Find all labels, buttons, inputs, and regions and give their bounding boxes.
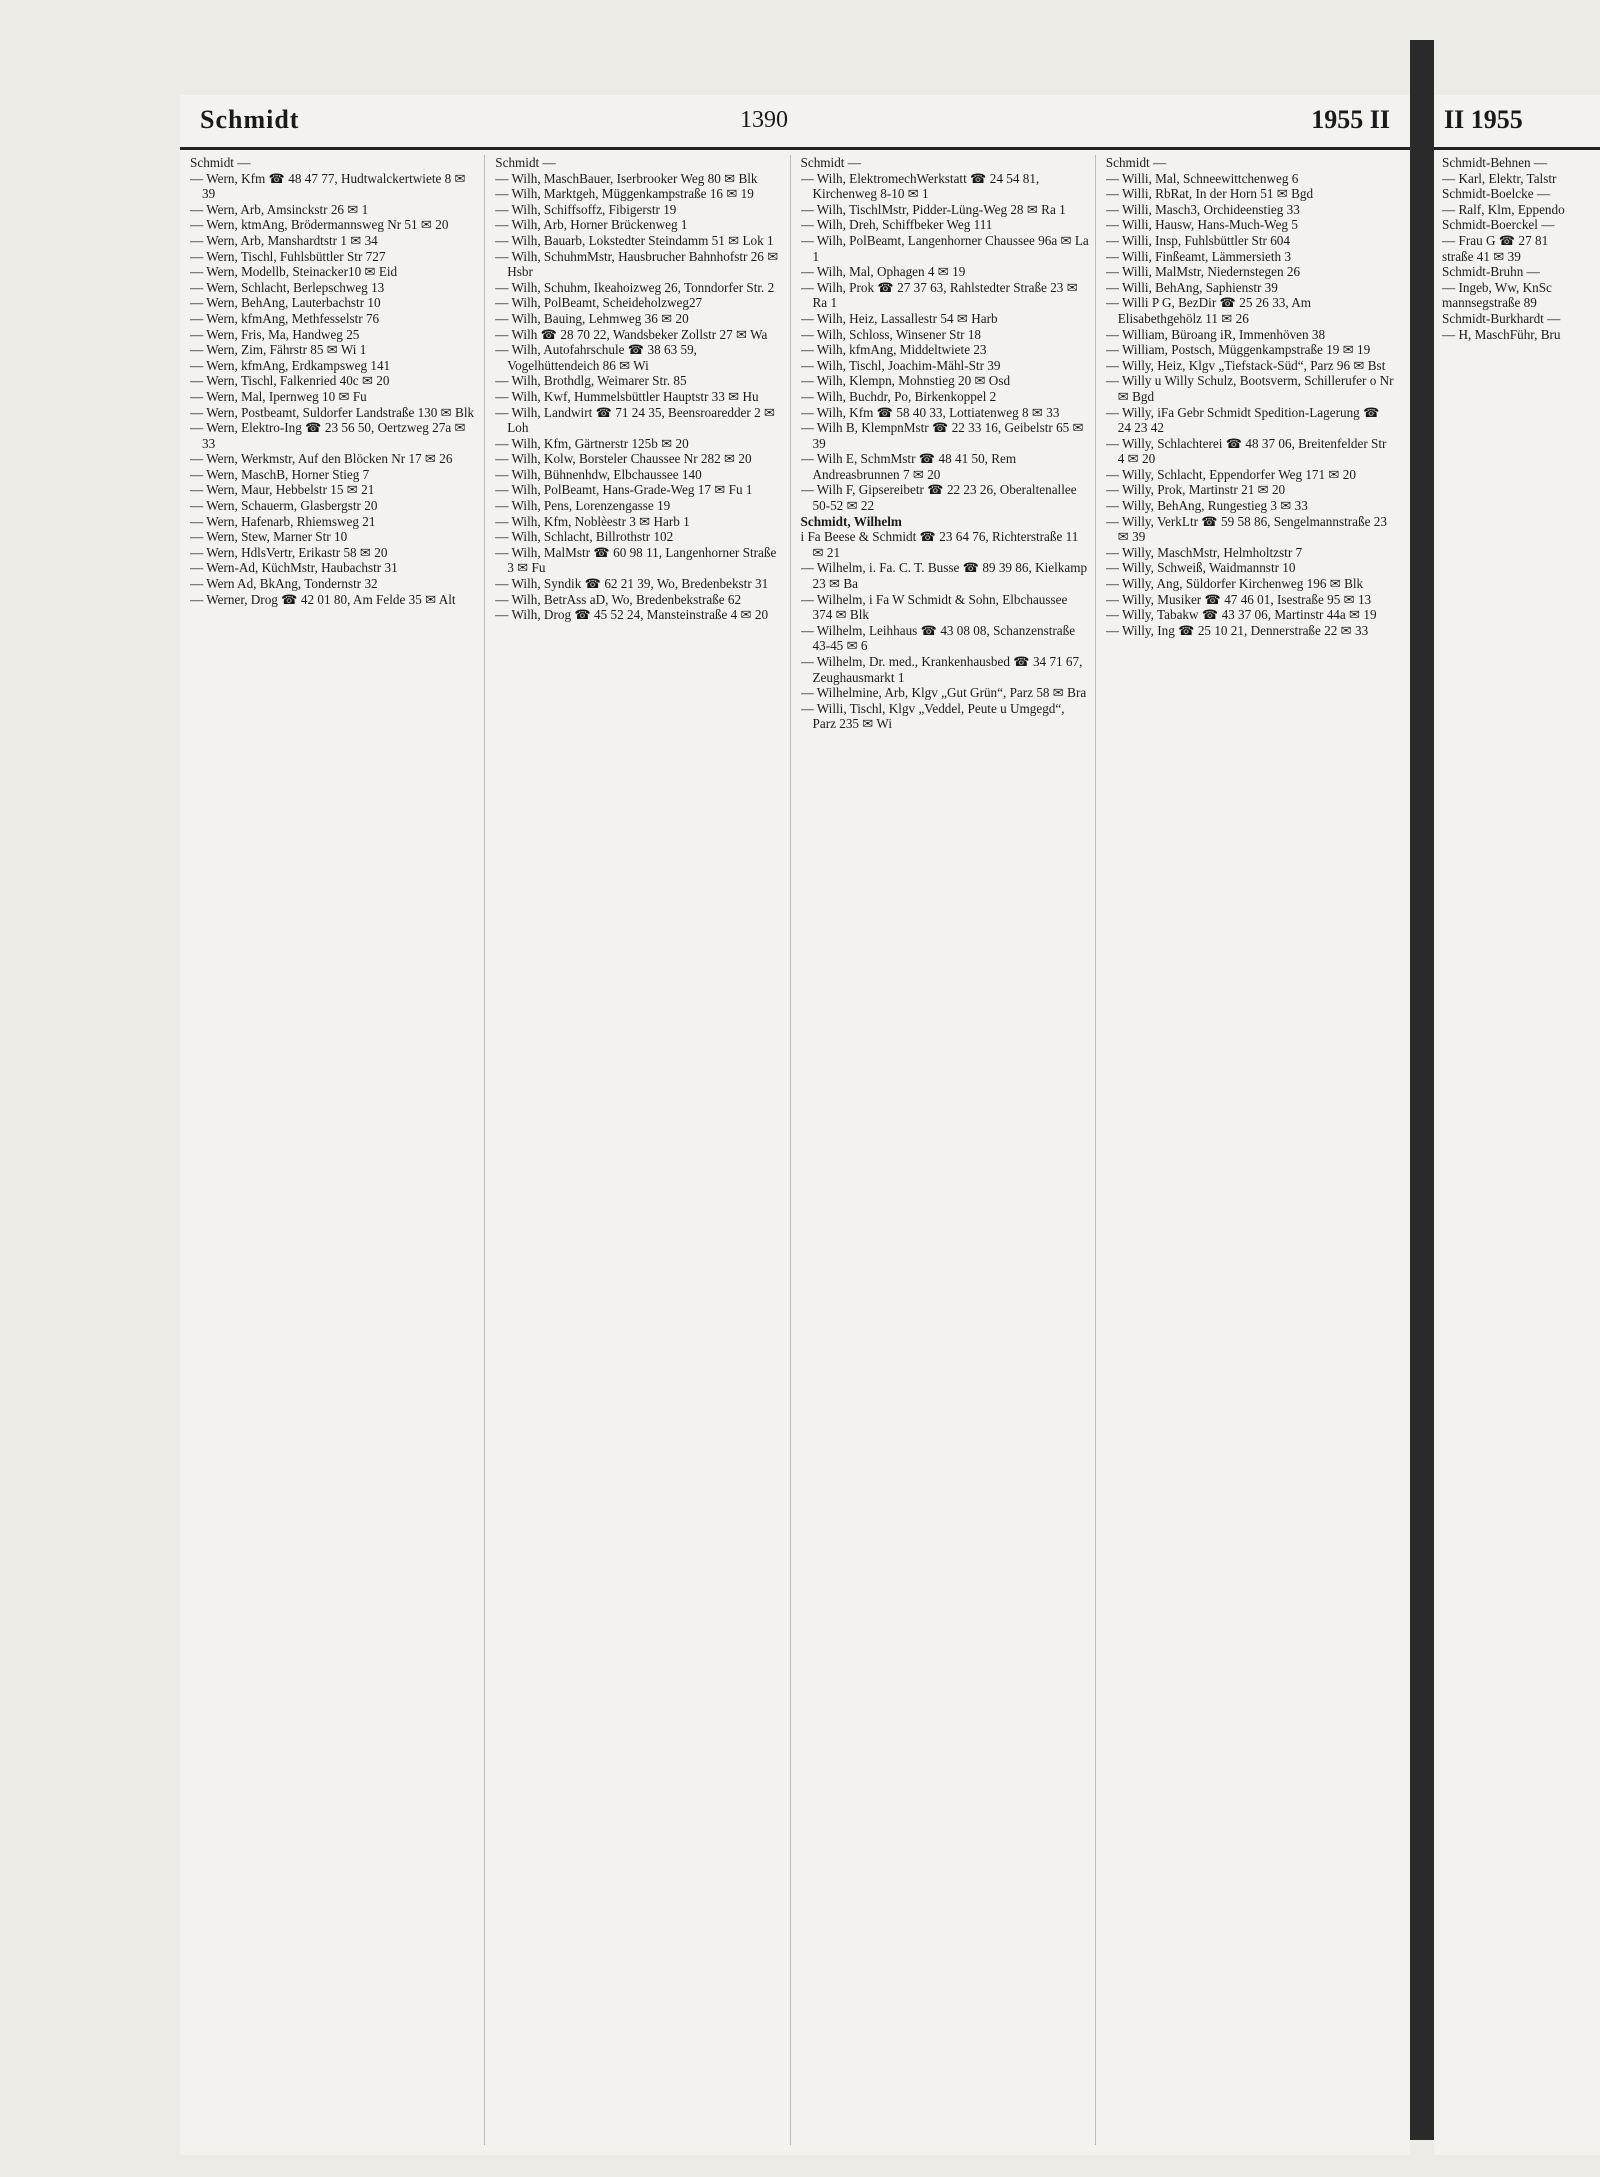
directory-entry: — Wern, Mal, Ipernweg 10 ✉ Fu: [190, 388, 367, 404]
directory-entry: — Willy, Tabakw ☎ 43 37 06, Martinstr 44a ✉ 19: [1105, 607, 1377, 623]
column-heading: Schmidt —: [1105, 155, 1167, 170]
directory-entry: — Wern-Ad, KüchMstr, Haubachstr 31: [190, 560, 398, 576]
directory-entry: — Wilh, Brothdlg, Weimarer Str. 85: [495, 373, 687, 389]
directory-entry: — Wilh B, KlempnMstr ☎ 22 33 16, Geibelstr 65 ✉ 39: [800, 420, 1084, 451]
directory-entry: — Willy, Ang, Süldorfer Kirchenweg 196 ✉ Blk: [1105, 576, 1364, 592]
directory-entry: — Wern, Schauerm, Glasbergstr 20: [190, 498, 378, 514]
directory-entry: — Wilhelm, Dr. med., Krankenhausbed ☎ 34 71 67, Zeughausmarkt 1: [800, 654, 1083, 685]
page-number: 1390: [740, 107, 788, 133]
directory-entry: — Willy, MaschMstr, Helmholtzstr 7: [1105, 544, 1303, 560]
header-surname: Schmidt: [200, 105, 300, 134]
directory-entry: — Wilh, SchuhmMstr, Hausbrucher Bahnhofstr 26 ✉ Hsbr: [495, 248, 779, 280]
directory-entry: — Willy, Schweiß, Waidmannstr 10: [1105, 560, 1296, 576]
directory-entry: — Wilh, Drog ☎ 45 52 24, Mansteinstraße 4 ✉ 20: [495, 607, 769, 623]
directory-entry: — Wern, Schlacht, Berlepschweg 13: [190, 279, 385, 295]
directory-entry: — Wilh, Kolw, Borsteler Chaussee Nr 282 ✉ 20: [495, 451, 752, 467]
directory-entry: — Wern, Maur, Hebbelstr 15 ✉ 21: [190, 482, 375, 498]
directory-entry: — Wilh, Bühnenhdw, Elbchaussee 140: [495, 466, 702, 482]
directory-page: [180, 95, 1410, 2155]
column-heading: Schmidt —: [190, 155, 251, 170]
directory-entry: — Wilh, Bauarb, Lokstedter Steindamm 51 ✉ Lok 1: [495, 232, 774, 248]
directory-entry: i Fa Beese & Schmidt ☎ 23 64 76, Richterstraße 11 ✉ 21: [800, 529, 1079, 560]
directory-entry: — Wilh, Autofahrschule ☎ 38 63 59, Vogelhüttendeich 86 ✉ Wi: [495, 342, 697, 373]
directory-entry: — Wern, Elektro-Ing ☎ 23 56 50, Oertzweg 27a ✉ 33: [190, 420, 466, 451]
directory-entry: — Wilh, Prok ☎ 27 37 63, Rahlstedter Straße 23 ✉ Ra 1: [800, 279, 1078, 311]
directory-entry: — Wern, Postbeamt, Suldorfer Landstraße 130 ✉ Blk: [190, 404, 475, 420]
directory-entry: — Willy, Schlacht, Eppendorfer Weg 171 ✉ 20: [1105, 466, 1356, 482]
directory-entry: — Willi, MalMstr, Niedernstegen 26: [1105, 264, 1301, 280]
facing-page-column: [1442, 155, 1600, 342]
facing-entry: Schmidt-Boerckel —: [1442, 217, 1555, 233]
directory-entry: — Wilh, PolBeamt, Langenhorner Chaussee 96a ✉ La 1: [800, 232, 1089, 264]
facing-entry: mannsegstraße 89: [1442, 295, 1537, 311]
directory-entry: — Wern, Kfm ☎ 48 47 77, Hudtwalckertwiete 8 ✉ 39: [190, 170, 466, 202]
directory-entry: — Willi, Finßeamt, Lämmersieth 3: [1105, 248, 1292, 264]
directory-entry: — Wilh, Buchdr, Po, Birkenkoppel 2: [800, 388, 997, 404]
directory-entry: — Wern, Modellb, Steinacker10 ✉ Eid: [190, 264, 398, 280]
directory-entry: — Willi, Masch3, Orchideenstieg 33: [1105, 201, 1300, 217]
directory-entry: — Wern, Stew, Marner Str 10: [190, 529, 348, 545]
directory-entry: — Wilh, Kfm, Noblèestr 3 ✉ Harb 1: [495, 513, 690, 529]
directory-entry: — Werner, Drog ☎ 42 01 80, Am Felde 35 ✉ Alt: [190, 591, 456, 607]
directory-entry: — Wilh, kfmAng, Middeltwiete 23: [800, 342, 987, 358]
facing-entry: — Karl, Elektr, Talstr: [1442, 170, 1557, 186]
directory-entry: — Willy, Ing ☎ 25 10 21, Dennerstraße 22 ✉ 33: [1105, 622, 1369, 638]
facing-entry: straße 41 ✉ 39: [1442, 248, 1521, 264]
directory-entry: — Wilh, Schiffsoffz, Fibigerstr 19: [495, 201, 677, 217]
directory-entry: — Wern, MaschB, Horner Stieg 7: [190, 466, 370, 482]
facing-entry: Schmidt-Behnen —: [1442, 155, 1548, 170]
directory-entry: — Wilh, BetrAss aD, Wo, Bredenbekstraße 62: [495, 591, 742, 607]
directory-entry: — Wilh, Schlacht, Billrothstr 102: [495, 529, 674, 545]
directory-entry: — Wern, ktmAng, Brödermannsweg Nr 51 ✉ 20: [190, 217, 449, 233]
directory-entry: — Wern, Zim, Fährstr 85 ✉ Wi 1: [190, 342, 367, 358]
directory-entry: — Wilh, Bauing, Lehmweg 36 ✉ 20: [495, 310, 689, 326]
directory-entry: — Willi, Insp, Fuhlsbüttler Str 604: [1105, 232, 1290, 248]
directory-entry: — Wilh, ElektromechWerkstatt ☎ 24 54 81, Kirchenweg 8-10 ✉ 1: [800, 170, 1040, 202]
directory-entry: — Wilh, Marktgeh, Müggenkampstraße 16 ✉ 19: [495, 186, 754, 202]
facing-page-rule: [1434, 147, 1600, 150]
directory-entry: — Wilh, Kfm ☎ 58 40 33, Lottiatenweg 8 ✉ 33: [800, 404, 1060, 420]
directory-entry: — Wern Ad, BkAng, Tondernstr 32: [190, 576, 378, 592]
directory-entry: — Wilhelm, i. Fa. C. T. Busse ☎ 89 39 86, Kielkamp 23 ✉ Ba: [800, 560, 1088, 592]
directory-entry: — Wilh, Kwf, Hummelsbüttler Hauptstr 33 ✉ Hu: [495, 388, 759, 404]
directory-entry: — Willy, BehAng, Rungestieg 3 ✉ 33: [1105, 498, 1308, 514]
facing-entry: — Ralf, Klm, Eppendo: [1442, 201, 1565, 217]
column-heading: Schmidt —: [495, 155, 556, 170]
directory-entry: — Willi, Hausw, Hans-Much-Weg 5: [1105, 217, 1298, 233]
directory-entry: — Wilh, Heiz, Lassallestr 54 ✉ Harb: [800, 310, 998, 326]
directory-entry: — Wern, Tischl, Fuhlsbüttler Str 727: [190, 248, 386, 264]
directory-entry: — Willy, Heiz, Klgv „Tiefstack-Süd“, Parz 96 ✉ Bst: [1105, 357, 1386, 373]
directory-entry: — Wilh, MaschBauer, Iserbrooker Weg 80 ✉ Blk: [495, 170, 758, 186]
facing-entry: Schmidt-Burkhardt —: [1442, 310, 1561, 326]
directory-entry: — Wilh F, Gipsereibetr ☎ 22 23 26, Oberaltenallee 50-52 ✉ 22: [800, 482, 1077, 514]
book-spine: [1410, 40, 1434, 2140]
facing-entry: — Ingeb, Ww, KnSc: [1442, 279, 1552, 295]
directory-entry: — Willy, Musiker ☎ 47 46 01, Isestraße 95 ✉ 13: [1105, 591, 1372, 607]
directory-entry: — Wilh, Dreh, Schiffbeker Weg 111: [800, 217, 993, 233]
directory-entry: — Wilh, Klempn, Mohnstieg 20 ✉ Osd: [800, 373, 1011, 389]
directory-entry: — Wilh, Pens, Lorenzengasse 19: [495, 498, 671, 514]
facing-page-header: II 1955: [1444, 105, 1523, 134]
directory-entry: — Wilh, Kfm, Gärtnerstr 125b ✉ 20: [495, 435, 689, 451]
directory-entry: — Wilhelm, i Fa W Schmidt & Sohn, Elbchaussee 374 ✉ Blk: [800, 591, 1068, 623]
directory-entry: — William, Postsch, Müggenkampstraße 19 ✉ 19: [1105, 342, 1371, 358]
directory-entry: — Wilhelmine, Arb, Klgv „Gut Grün“, Parz 58 ✉ Bra: [800, 685, 1087, 701]
directory-entry: — Wilh, Mal, Ophagen 4 ✉ 19: [800, 264, 966, 280]
directory-entry: — Wilh E, SchmMstr ☎ 48 41 50, Rem Andreasbrunnen 7 ✉ 20: [800, 451, 1017, 482]
directory-entry: Schmidt, Wilhelm: [800, 513, 902, 529]
directory-entry: — Wilh, PolBeamt, Hans-Grade-Weg 17 ✉ Fu 1: [495, 482, 753, 498]
directory-entry: — Wilh ☎ 28 70 22, Wandsbeker Zollstr 27 ✉ Wa: [495, 326, 768, 342]
facing-entry: — H, MaschFühr, Bru: [1442, 326, 1561, 342]
directory-entry: — Wern, kfmAng, Erdkampsweg 141: [190, 357, 391, 373]
directory-entry: — Wilh, Arb, Horner Brückenweg 1: [495, 217, 688, 233]
column-2: [495, 155, 790, 2145]
facing-entry: — Frau G ☎ 27 81: [1442, 232, 1549, 248]
directory-entry: — Willy, VerkLtr ☎ 59 58 86, Sengelmannstraße 23 ✉ 39: [1105, 513, 1387, 545]
directory-entry: — Wilh, MalMstr ☎ 60 98 11, Langenhorner Straße 3 ✉ Fu: [495, 544, 777, 576]
directory-entry: — Willy, iFa Gebr Schmidt Spedition-Lagerung ☎ 24 23 42: [1105, 404, 1380, 436]
facing-page: [1434, 95, 1600, 2155]
directory-entry: — Willi P G, BezDir ☎ 25 26 33, Am Elisabethgehölz 11 ✉ 26: [1105, 295, 1312, 326]
directory-entry: — William, Büroang iR, Immenhöven 38: [1105, 326, 1326, 342]
directory-entry: — Wilhelm, Leihhaus ☎ 43 08 08, Schanzenstraße 43-45 ✉ 6: [800, 622, 1076, 654]
directory-entry: — Wilh, Schuhm, Ikeahoizweg 26, Tonndorfer Str. 2: [495, 279, 775, 295]
directory-entry: — Willi, RbRat, In der Horn 51 ✉ Bgd: [1105, 186, 1314, 202]
directory-entry: — Wern, Arb, Amsinckstr 26 ✉ 1: [190, 201, 369, 217]
directory-entry: — Wern, Hafenarb, Rhiemsweg 21: [190, 513, 376, 529]
directory-entry: — Wern, Werkmstr, Auf den Blöcken Nr 17 ✉ 26: [190, 451, 453, 467]
directory-entry: — Wilh, TischlMstr, Pidder-Lüng-Weg 28 ✉ Ra 1: [800, 201, 1066, 217]
directory-entry: — Wern, kfmAng, Methfesselstr 76: [190, 310, 380, 326]
directory-entry: — Willi, BehAng, Saphienstr 39: [1105, 279, 1278, 295]
directory-entry: — Wilh, Schloss, Winsener Str 18: [800, 326, 982, 342]
directory-entry: — Wern, Fris, Ma, Handweg 25: [190, 326, 360, 342]
directory-entry: — Willi, Mal, Schneewittchenweg 6: [1105, 170, 1299, 186]
directory-entry: — Wern, BehAng, Lauterbachstr 10: [190, 295, 381, 311]
directory-entry: — Wilh, PolBeamt, Scheideholzweg27: [495, 295, 703, 311]
directory-entry: — Willy, Prok, Martinstr 21 ✉ 20: [1105, 482, 1286, 498]
directory-entry: — Wern, HdlsVertr, Erikastr 58 ✉ 20: [190, 544, 388, 560]
column-3: [801, 155, 1096, 2145]
directory-entry: — Wern, Arb, Manshardtstr 1 ✉ 34: [190, 232, 378, 248]
header-rule: [180, 147, 1410, 150]
facing-entry: Schmidt-Boelcke —: [1442, 186, 1551, 202]
directory-entry: — Wern, Tischl, Falkenried 40c ✉ 20: [190, 373, 390, 389]
facing-entry: Schmidt-Bruhn —: [1442, 264, 1540, 280]
column-heading: Schmidt —: [800, 155, 861, 170]
directory-entry: — Wilh, Syndik ☎ 62 21 39, Wo, Bredenbekstr 31: [495, 576, 769, 592]
columns: [190, 155, 1400, 2145]
directory-entry: — Wilh, Tischl, Joachim-Mähl-Str 39: [800, 357, 1001, 373]
column-4: [1106, 155, 1400, 2145]
directory-entry: — Wilh, Landwirt ☎ 71 24 35, Beensroaredder 2 ✉ Loh: [495, 404, 776, 436]
header-year: 1955 II: [1311, 105, 1390, 134]
directory-entry: — Willi, Tischl, Klgv „Veddel, Peute u Umgegd“, Parz 235 ✉ Wi: [800, 700, 1065, 732]
column-1: [190, 155, 485, 2145]
page-header: [180, 95, 1410, 145]
directory-entry: — Willy, Schlachterei ☎ 48 37 06, Breitenfelder Str 4 ✉ 20: [1105, 435, 1387, 467]
directory-entry: — Willy u Willy Schulz, Bootsverm, Schillerufer o Nr ✉ Bgd: [1105, 373, 1394, 404]
